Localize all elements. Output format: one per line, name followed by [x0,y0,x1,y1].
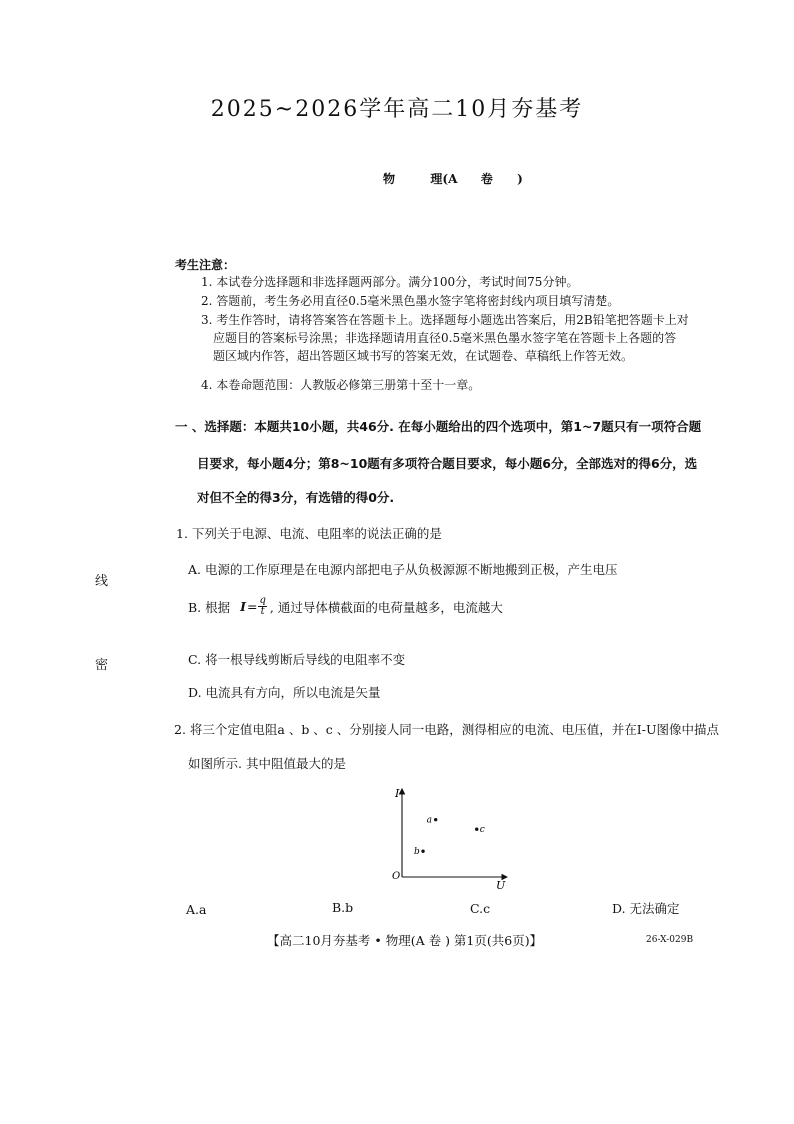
q2-stem-line-2: 如图所示. 其中阻值最大的是 [188,756,346,771]
notice-heading: 考生注意： [175,258,236,272]
section-1-line-2: 目要求，每小题4分；第8~10题有多项符合题目要求，每小题6分，全部选对的得6分，选 [197,456,698,471]
subject-char-2: 理(A [430,172,458,186]
side-mark-seal: 密 [95,658,109,673]
q1-option-c: C. 将一根导线剪断后导线的电阻率不变 [188,652,406,667]
formula-i: I [240,599,246,614]
subject-char-4: ) [517,172,523,186]
notice-item-4: 4. 本卷命题范围：人教版必修第三册第十至十一章。 [201,378,481,392]
point-b [421,850,424,853]
q1-option-b-suffix: , 通过导体横截面的电荷量越多，电流越大 [269,599,503,615]
footer-code: 26-X-029B [646,935,694,945]
iu-graph [388,783,512,893]
formula-numerator: q [259,595,266,606]
section-1-line-1: 一 、选择题：本题共10小题，共46分. 在每小题给出的四个选项中，第1~7题只有一项符合题 [175,419,702,434]
q2-stem-line-1: 2. 将三个定值电阻a 、b 、c 、分别接人同一电路，测得相应的电流、电压值，并在I-U图像中描点 [174,722,719,737]
notice-item-1: 1. 本试卷分选择题和非选择题两部分。满分100分，考试时间75分钟。 [201,275,579,289]
q1-option-d: D. 电流具有方向，所以电流是矢量 [188,685,381,700]
q2-option-a: A.a [186,902,207,917]
q1-option-a: A. 电源的工作原理是在电源内部把电子从负极源源不断地搬到正极，产生电压 [188,562,618,577]
side-mark-line: 线 [95,574,109,589]
notice-item-3-cont-1: 应题目的答案标号涂黑；非选择题请用直径0.5毫米黑色墨水签字笔在答题卡上各题的答 [213,331,677,345]
formula-fraction [258,596,266,617]
page-title: 2025~2026学年高二10月夯基考 [210,97,584,122]
formula-equals: = [247,599,258,614]
notice-item-3-cont-2: 题区域内作答，超出答题区域书写的答案无效，在试题卷、草稿纸上作答无效。 [213,349,634,363]
footer-text: 【高二10月夯基考 • 物理(A 卷 ) 第1页(共6页)】 [267,933,543,948]
y-axis-label: I [395,787,400,800]
notice-item-3: 3. 考生作答时，请将答案答在答题卡上。选择题每小题选出答案后，用2B铅笔把答题卡上对 [201,313,689,327]
subject-line [383,170,523,187]
q2-option-b: B.b [332,900,354,915]
q1-option-b-prefix: B. 根据 [188,599,231,615]
notice-item-2: 2. 答题前，考生务必用直径0.5毫米黑色墨水签字笔将密封线内项目填写清楚。 [201,294,620,308]
point-c [475,828,478,831]
q2-option-d: D. 无法确定 [612,901,680,916]
current-formula [240,596,267,617]
origin-label: O [392,871,401,882]
point-a [434,818,437,821]
q1-option-b [188,596,503,617]
point-label-b: b [414,847,420,858]
point-label-c: c [479,825,485,836]
q1-stem: 1. 下列关于电源、电流、电阻率的说法正确的是 [176,526,442,541]
subject-char-1: 物 [383,172,396,186]
subject-char-3: 卷 [480,172,493,186]
point-label-a: a [426,815,433,826]
q2-option-c: C.c [470,901,491,916]
section-1-line-3: 对但不全的得3分，有选错的得0分. [197,490,395,505]
formula-denominator: t [260,606,265,617]
x-axis-label: U [496,879,506,892]
